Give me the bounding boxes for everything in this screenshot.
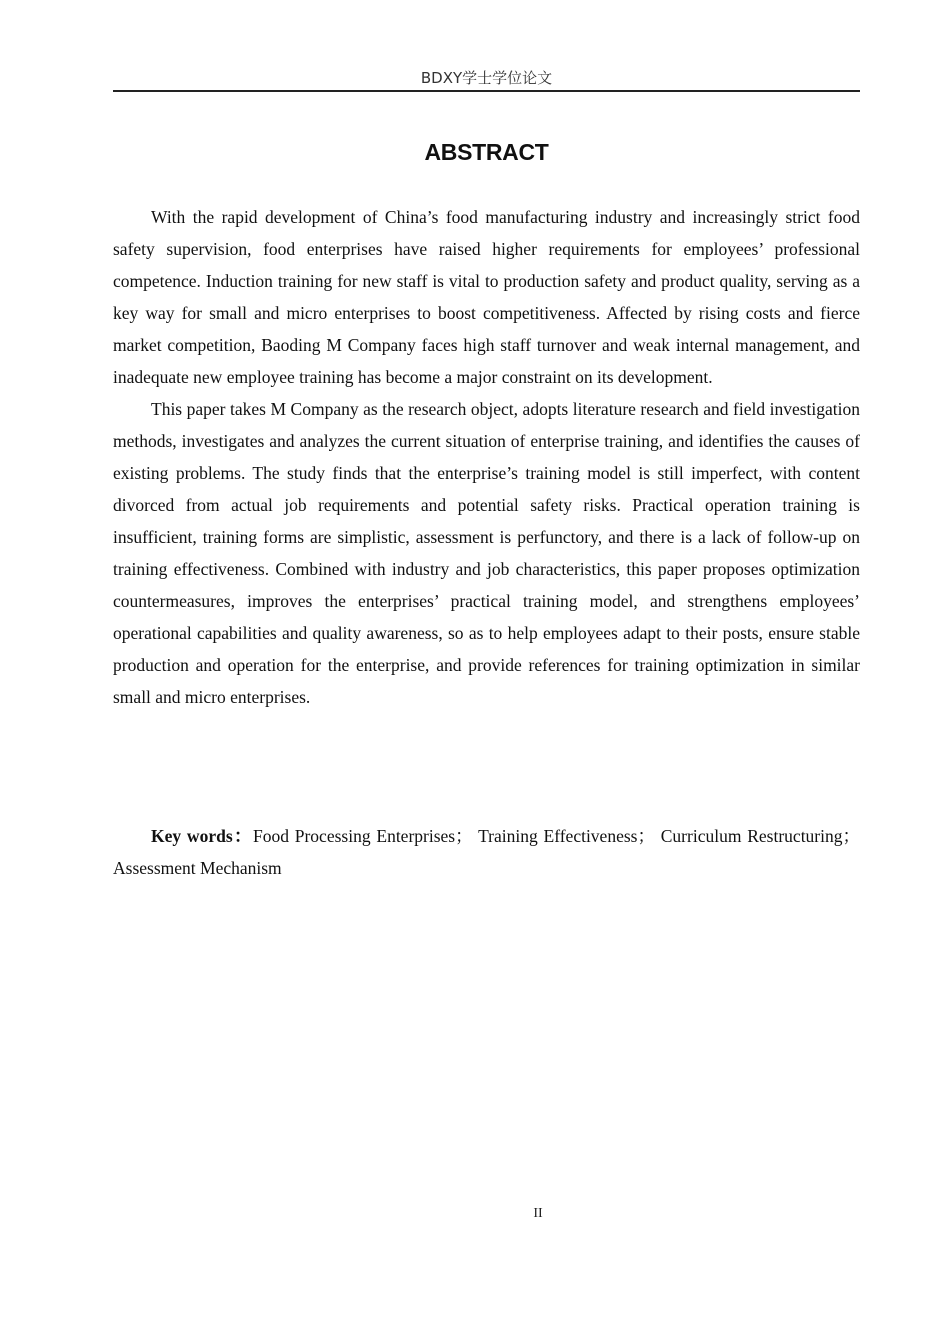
abstract-title: ABSTRACT [424,139,549,165]
abstract-paragraph-2: This paper takes M Company as the research object, adopts literature research and field investigation methods, investigates and analyzes the current situation of enterprise training, and identifies the causes of existing problems. The study finds that the enterprise’s training model is still imperfect, with content divorced from actual job requirements and potential safety risks. Practical operation training is insufficient, training forms are simplistic, assessment is perfunctory, and there is a lack of follow-up on training effectiveness. Combined with industry and job characteristics, this paper proposes optimization countermeasures, improves the enterprises’ practical training model, and strengthens employees’ operational capabilities and quality awareness, so as to help employees adapt to their posts, ensure stable production and operation for the enterprise, and provide references for training optimization in similar small and micro enterprises. [113,399,860,707]
abstract-body [113,201,860,713]
abstract-paragraph-1: With the rapid development of China’s food manufacturing industry and increasingly strict food safety supervision, food enterprises have raised higher requirements for employees’ professional competence. Induction training for new staff is vital to production safety and product quality, serving as a key way for small and micro enterprises to boost competitiveness. Affected by rising costs and fierce market competition, Baoding M Company faces high staff turnover and weak internal management, and inadequate new employee training has become a major constraint on its development. [113,207,860,387]
running-header-text: BDXY学士学位论文 [420,69,553,87]
running-header [113,66,860,92]
keywords-label: Key words： [151,826,253,846]
keywords-line [113,820,860,884]
keywords-text: Food Processing Enterprises； Training Effectiveness； Curriculum Restructuring；Assessment Mechanism [113,826,860,878]
page-number: II [533,1206,543,1221]
